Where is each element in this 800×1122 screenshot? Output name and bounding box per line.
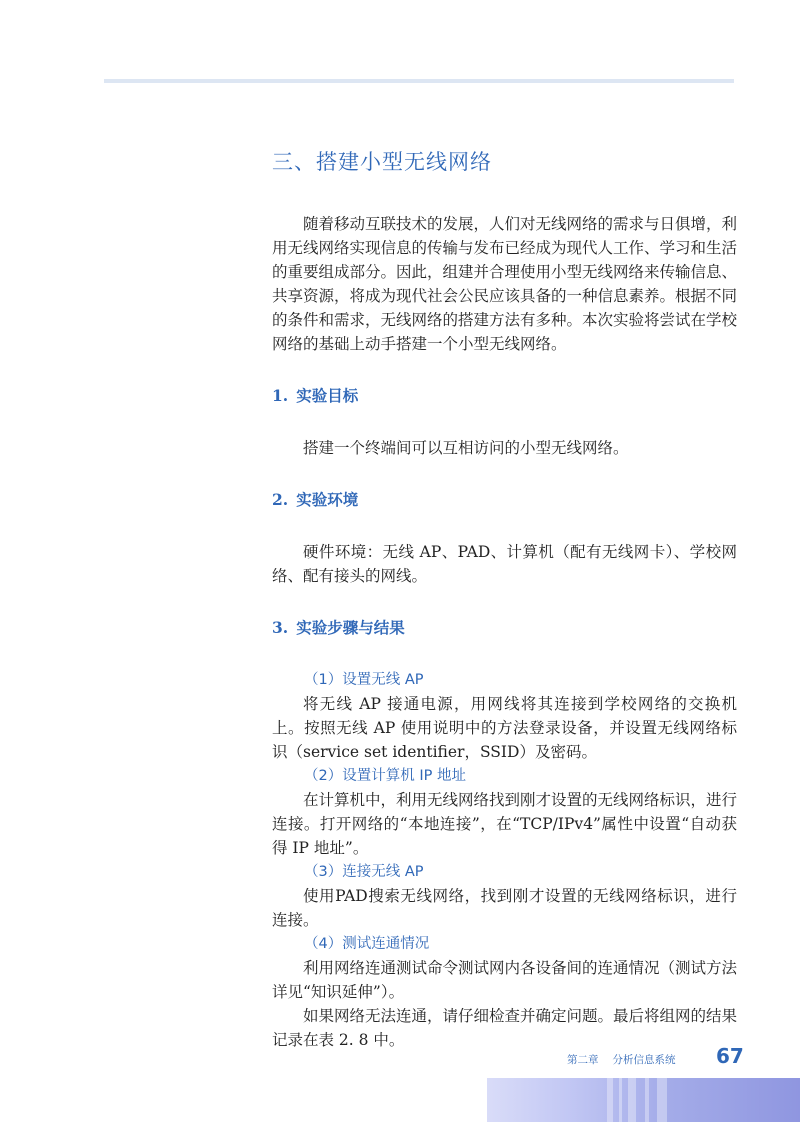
footer-stripe (607, 1078, 613, 1122)
page-content (272, 140, 737, 1052)
step-3-text: 使用PAD搜索无线网络，找到刚才设置的无线网络标识，进行连接。 (272, 887, 737, 929)
footer-stripe (628, 1078, 636, 1122)
environment-heading (272, 488, 737, 510)
steps-heading (272, 616, 737, 638)
objective-number: 1. (272, 386, 289, 405)
page-number: 67 (716, 1044, 744, 1068)
objective-heading-label: 实验目标 (296, 387, 359, 405)
footer-chapter (567, 1052, 676, 1067)
environment-number: 2. (272, 490, 289, 509)
section-title: 三、搭建小型无线网络 (272, 150, 492, 174)
step-3-title: （3）连接无线 AP (304, 864, 424, 880)
top-rule (104, 79, 734, 83)
environment-heading-label: 实验环境 (296, 491, 359, 509)
environment-paragraph: 硬件环境：无线 AP、PAD、计算机（配有无线网卡）、学校网络、配有接头的网线。 (272, 543, 737, 585)
step-1-text: 将无线 AP 接通电源，用网线将其连接到学校网络的交换机上。按照无线 AP 使用说明中的方法登录设备，并设置无线网络标识（service set identifier，SSID）及密码。 (272, 695, 737, 761)
step-4-title: （4）测试连通情况 (304, 936, 430, 952)
footer-stripe (645, 1078, 649, 1122)
step-2-text: 在计算机中，利用无线网络找到刚才设置的无线网络标识，进行连接。打开网络的“本地连接”，在“TCP/IPv4”属性中设置“自动获得 IP 地址”。 (272, 791, 738, 857)
footer-stripe (619, 1078, 622, 1122)
step-4-text: 利用网络连通测试命令测试网内各设备间的连通情况（测试方法详见“知识延伸”）。 (272, 959, 738, 1001)
steps-number: 3. (272, 618, 289, 637)
steps-heading-label: 实验步骤与结果 (296, 619, 405, 637)
intro-paragraph: 随着移动互联技术的发展，人们对无线网络的需求与日俱增，利用无线网络实现信息的传输与发布已经成为现代人工作、学习和生活的重要组成部分。因此，组建并合理使用小型无线网络来传输信息、共享资源，将成为现代社会公民应该具备的一种信息素养。根据不同的条件和需求，无线网络的搭建方法有多种。本次实验将尝试在学校网络的基础上动手搭建一个小型无线网络。 (272, 215, 738, 353)
page-footer (0, 1040, 800, 1122)
objective-heading (272, 384, 737, 406)
objective-paragraph: 搭建一个终端间可以互相访问的小型无线网络。 (303, 439, 629, 457)
footer-stripe (657, 1078, 667, 1122)
footer-chapter-title: 分析信息系统 (612, 1054, 676, 1066)
step-2-title: （2）设置计算机 IP 地址 (304, 768, 466, 784)
footer-decorative-bar (487, 1078, 800, 1122)
footer-chapter-number: 第二章 (567, 1054, 599, 1066)
step-1-title: （1）设置无线 AP (304, 672, 424, 688)
closing-paragraph: 如果网络无法连通，请仔细检查并确定问题。最后将组网的结果记录在表 2. 8 中。 (272, 1007, 738, 1049)
